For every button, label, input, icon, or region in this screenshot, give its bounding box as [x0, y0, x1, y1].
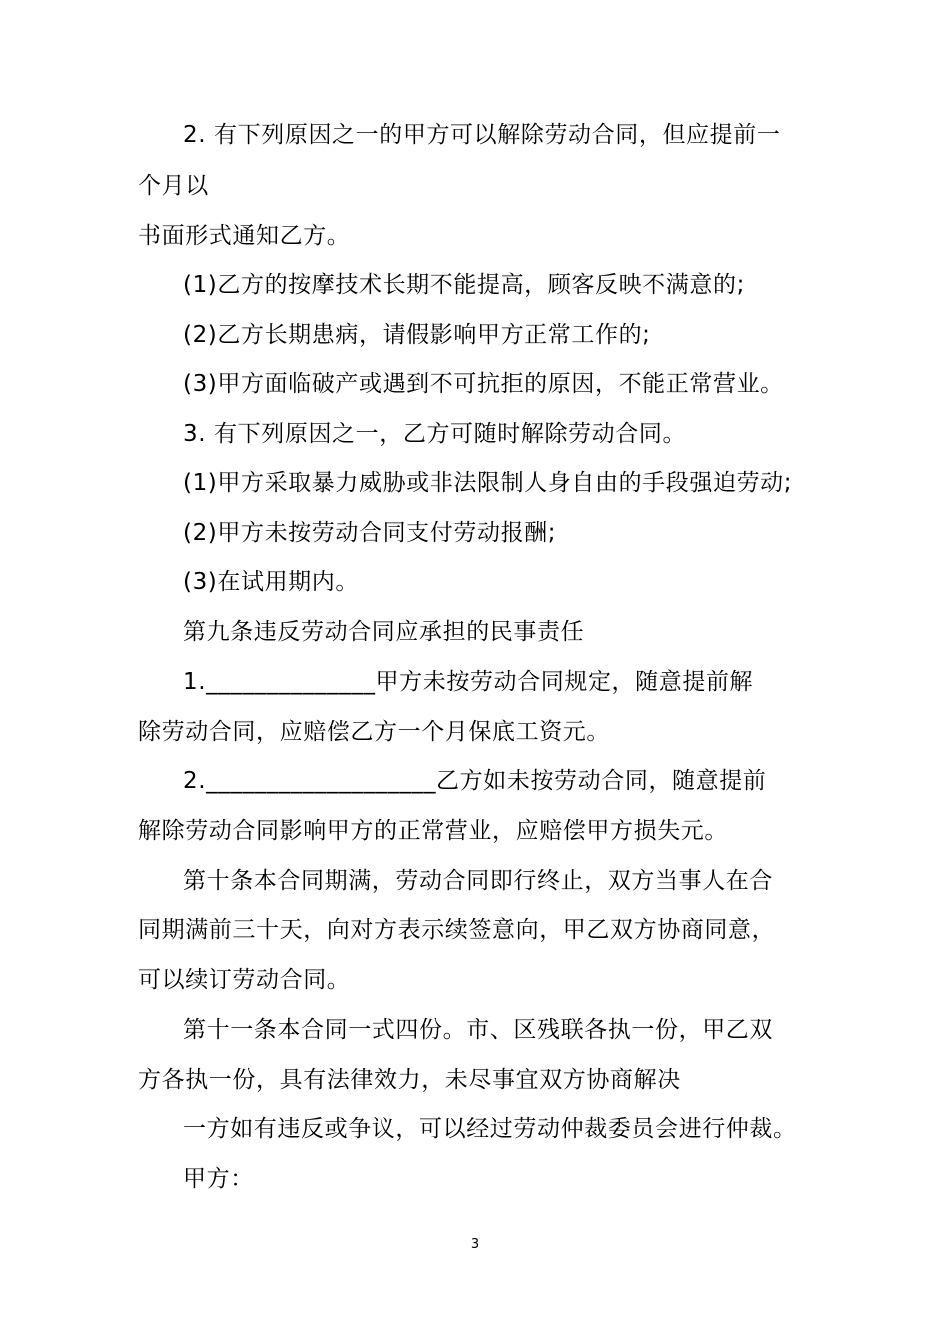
text-line: (2)乙方长期患病，请假影响甲方正常工作的; — [183, 322, 651, 348]
signature-label: 甲方： — [183, 1166, 254, 1192]
text-line: 一方如有违反或争议，可以经过劳动仲裁委员会进行仲裁。 — [183, 1116, 797, 1142]
text-line: 除劳动合同，应赔偿乙方一个月保底工资元。 — [138, 719, 610, 745]
text-line: (3)甲方面临破产或遇到不可抗拒的原因，不能正常营业。 — [183, 371, 784, 397]
text-line: 同期满前三十天，向对方表示续签意向，甲乙双方协商同意， — [138, 917, 776, 943]
text-line: 个月以 — [138, 173, 209, 199]
text-line: (1)甲方采取暴力威胁或非法限制人身自由的手段强迫劳动; — [183, 470, 793, 496]
text-line: (3)在试用期内。 — [183, 569, 359, 595]
text-line: (1)乙方的按摩技术长期不能提高，顾客反映不满意的; — [183, 272, 745, 298]
section-heading: 第九条违反劳动合同应承担的民事责任 — [183, 619, 585, 645]
text-line: 1.______________甲方未按劳动合同规定，随意提前解 — [183, 669, 754, 695]
text-line: 2.___________________乙方如未按劳动合同，随意提前 — [183, 768, 767, 794]
text-line: 解除劳动合同影响甲方的正常营业，应赔偿甲方损失元。 — [138, 818, 728, 844]
text-line: 可以续订劳动合同。 — [138, 967, 351, 993]
page-number: 3 — [470, 1237, 480, 1252]
text-line: (2)甲方未按劳动合同支付劳动报酬; — [183, 520, 557, 546]
text-line: 2. 有下列原因之一的甲方可以解除劳动合同，但应提前一 — [183, 122, 781, 148]
text-line: 第十条本合同期满，劳动合同即行终止，双方当事人在合 — [183, 868, 773, 894]
text-line: 方各执一份，具有法律效力，未尽事宜双方协商解决 — [138, 1067, 681, 1093]
text-line: 第十一条本合同一式四份。市、区残联各执一份，甲乙双 — [183, 1017, 773, 1043]
text-line: 书面形式通知乙方。 — [138, 223, 351, 249]
text-line: 3. 有下列原因之一，乙方可随时解除劳动合同。 — [183, 421, 687, 447]
